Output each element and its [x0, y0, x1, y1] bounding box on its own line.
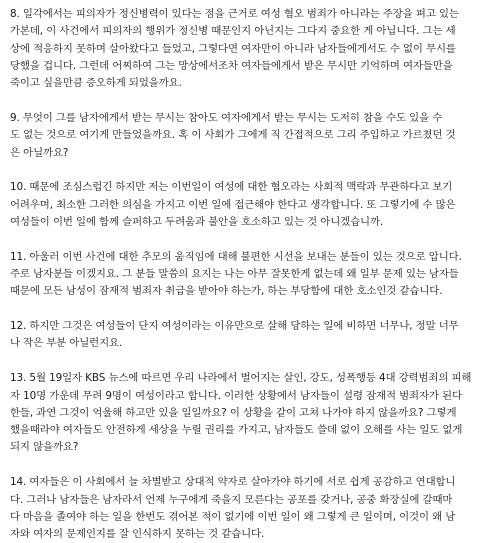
paragraph-13: [10, 370, 490, 456]
paragraph-line: 14. 여자들은 이 사회에서 늘 차별받고 상대적 약자로 살아가야 하기에 서로 쉽게 공감하고 연대합니: [10, 476, 456, 489]
paragraph-10: [10, 179, 490, 231]
paragraph-line: 13. 5월 19일자 KBS 뉴스에 따르면 우리 나라에서 벌어지는 살인, 강도, 성폭행등 4대 강력범죄의 피해: [10, 372, 472, 385]
paragraph-line: 9. 무엇이 그를 남자에게서 받는 무시는 참아도 여자에게서 받는 무시는 도저히 참을 수도 있을 수: [10, 111, 443, 124]
paragraph-line: 여성들이 이번 일에 함께 슬퍼하고 두려움과 불안을 호소하고 있는 것 아니겠습니까.: [10, 215, 384, 228]
paragraph-11: [10, 249, 490, 301]
paragraph-line: 했을때라야 여자들도 안전하게 세상을 누릴 권리를 가지고, 남자들도 쓸데 없이 오해를 사는 일도 없게: [10, 424, 463, 437]
paragraph-line: 당했을 겁니다. 그런데 어찌하여 그는 망상에서조차 여자들에게서 받은 무시만 기억하며 여자들만을: [10, 59, 453, 72]
paragraph-9: [10, 110, 490, 162]
paragraph-line: 어려우며, 최소한 그러한 의심을 가지고 이번 일에 접근해야 한다고 생각합니다. 또 그렇기에 수 많은: [10, 198, 456, 211]
paragraph-line: 11. 아울러 이번 사건에 대한 추모의 움직임에 대해 불편한 시선을 보내는 분들이 있는 것으로 압니다.: [10, 250, 462, 263]
paragraph-line: 나 작은 부분 아닐런지요.: [10, 337, 123, 350]
paragraph-line: 한들, 과연 그것이 억울해 하고만 있을 일일까요? 이 상황을 같이 고쳐 나가야 하지 않을까요? 그렇게: [10, 406, 457, 419]
paragraph-14: [10, 474, 490, 543]
paragraph-line: 12. 하지만 그것은 여성들이 단지 여성이라는 이유만으로 살해 당하는 일에 비하면 너무나, 정말 너무: [10, 320, 459, 333]
paragraph-line: 10. 때문에 조심스럽긴 하지만 저는 이번일이 여성에 대한 혐오라는 사회적 맥락과 무관하다고 보기: [10, 181, 453, 194]
paragraph-line: 은 아닐까요?: [10, 146, 69, 159]
paragraph-line: 자 10명 가운데 무려 9명이 여성이라고 합니다. 이러한 상황에서 남자들이 설령 잠재적 범죄자가 된다: [10, 389, 462, 402]
paragraph-line: 다. 그러나 남자들은 남자라서 언제 누구에게 죽을지 모른다는 공포를 갖거나, 공중 화장실에 갈때마: [10, 493, 453, 506]
paragraph-line: 때문에 모든 남성이 잠재적 범죄자 취급을 받아야 하는가, 하는 부당함에 대한 호소인것 같습니다.: [10, 285, 443, 298]
paragraph-line: 주로 남자분들 이겠지요. 그 분들 말씀의 요지는 나는 아무 잘못한게 없는데 왜 일부 문제 있는 남자들: [10, 268, 459, 281]
paragraph-12: [10, 318, 490, 353]
paragraph-line: 자와 여자의 문제인지를 잘 인식하지 못하는 것 같습니다.: [10, 528, 265, 541]
paragraph-line: 가본데, 이 사건에서 피의자의 행위가 정신병 때문인지 아닌지는 그다지 중요한 게 아닙니다. 그는 세: [10, 25, 456, 38]
paragraph-8: [10, 6, 490, 92]
paragraph-line: 되지 않을까요?: [10, 441, 79, 454]
paragraph-line: 다 마음을 졸여야 하는 일을 한번도 겪어본 적이 없기에 이번 일이 왜 그렇게 큰 일이며, 이것이 왜 남: [10, 510, 456, 523]
paragraph-line: 8. 일각에서는 피의자가 정신병력이 있다는 점을 근거로 여성 혐오 범죄가 아니라는 주장을 펴고 있는: [10, 8, 459, 20]
paragraph-line: 죽이고 싶을만큼 증오하게 되었을까요.: [10, 77, 182, 90]
paragraph-line: 도 없는 것으로 여기게 만들었을까요. 혹 이 사회가 그에게 직 간접적으로 그리 주입하고 가르쳤던 것: [10, 129, 456, 142]
paragraph-line: 상에 적응하지 못하며 살아왔다고 들었고, 그렇다면 여자만이 아니라 남자들에게서도 수 없이 무시를: [10, 42, 456, 55]
